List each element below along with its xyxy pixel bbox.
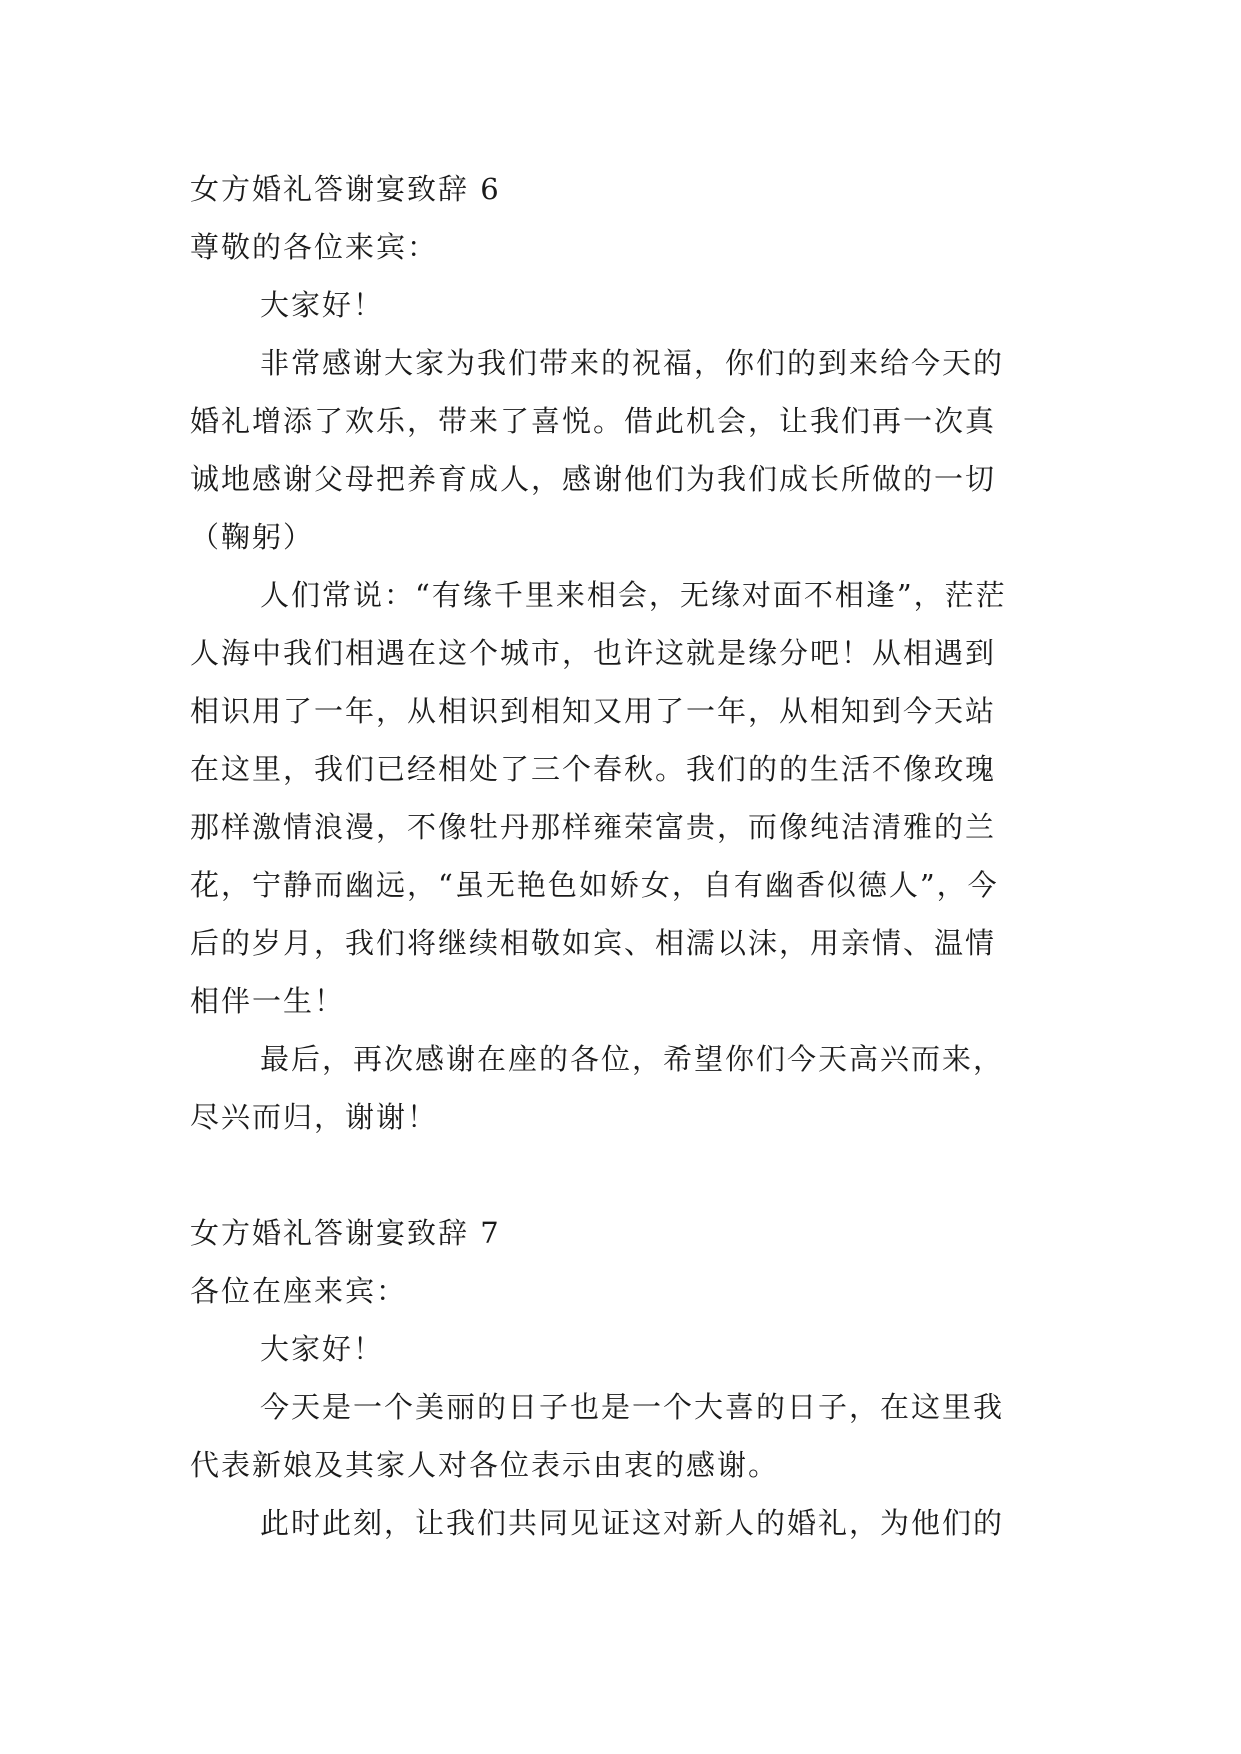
salutation: 尊敬的各位来宾： — [190, 230, 439, 264]
paragraph-line: （鞠躬） — [190, 520, 315, 554]
paragraph-line: 后的岁月，我们将继续相敬如宾、相濡以沫，用亲情、温情 — [190, 926, 997, 960]
greeting: 大家好！ — [260, 288, 385, 322]
paragraph-line: 在这里，我们已经相处了三个春秋。我们的的生活不像玫瑰 — [190, 752, 997, 786]
paragraph-line: 今天是一个美丽的日子也是一个大喜的日子，在这里我 — [260, 1390, 1005, 1424]
paragraph-line: 人海中我们相遇在这个城市，也许这就是缘分吧！从相遇到 — [190, 636, 997, 670]
speech-section-7 — [190, 1204, 1070, 1552]
paragraph-line: 诚地感谢父母把养育成人，感谢他们为我们成长所做的一切 — [190, 462, 997, 496]
greeting: 大家好！ — [260, 1332, 385, 1366]
section-title: 女方婚礼答谢宴致辞 6 — [190, 172, 501, 206]
section-title: 女方婚礼答谢宴致辞 7 — [190, 1216, 501, 1250]
paragraph-line: 非常感谢大家为我们带来的祝福，你们的到来给今天的 — [260, 346, 1005, 380]
paragraph-line: 最后，再次感谢在座的各位，希望你们今天高兴而来， — [260, 1042, 1005, 1076]
paragraph-line: 尽兴而归，谢谢！ — [190, 1100, 439, 1134]
salutation: 各位在座来宾： — [190, 1274, 408, 1308]
paragraph-line: 此时此刻，让我们共同见证这对新人的婚礼，为他们的 — [260, 1506, 1005, 1540]
document-page — [190, 160, 1070, 1552]
paragraph-line: 相识用了一年，从相识到相知又用了一年，从相知到今天站 — [190, 694, 997, 728]
paragraph-line: 那样激情浪漫，不像牡丹那样雍荣富贵，而像纯洁清雅的兰 — [190, 810, 997, 844]
paragraph-line: 相伴一生！ — [190, 984, 346, 1018]
speech-section-6 — [190, 160, 1070, 1146]
paragraph-line: 代表新娘及其家人对各位表示由衷的感谢。 — [190, 1448, 780, 1482]
paragraph-line: 婚礼增添了欢乐，带来了喜悦。借此机会，让我们再一次真 — [190, 404, 997, 438]
paragraph-line: 人们常说：“有缘千里来相会，无缘对面不相逢”，茫茫 — [260, 578, 1007, 612]
paragraph-line: 花，宁静而幽远，“虽无艳色如娇女，自有幽香似德人”，今 — [190, 868, 999, 902]
section-gap — [190, 1146, 1070, 1204]
